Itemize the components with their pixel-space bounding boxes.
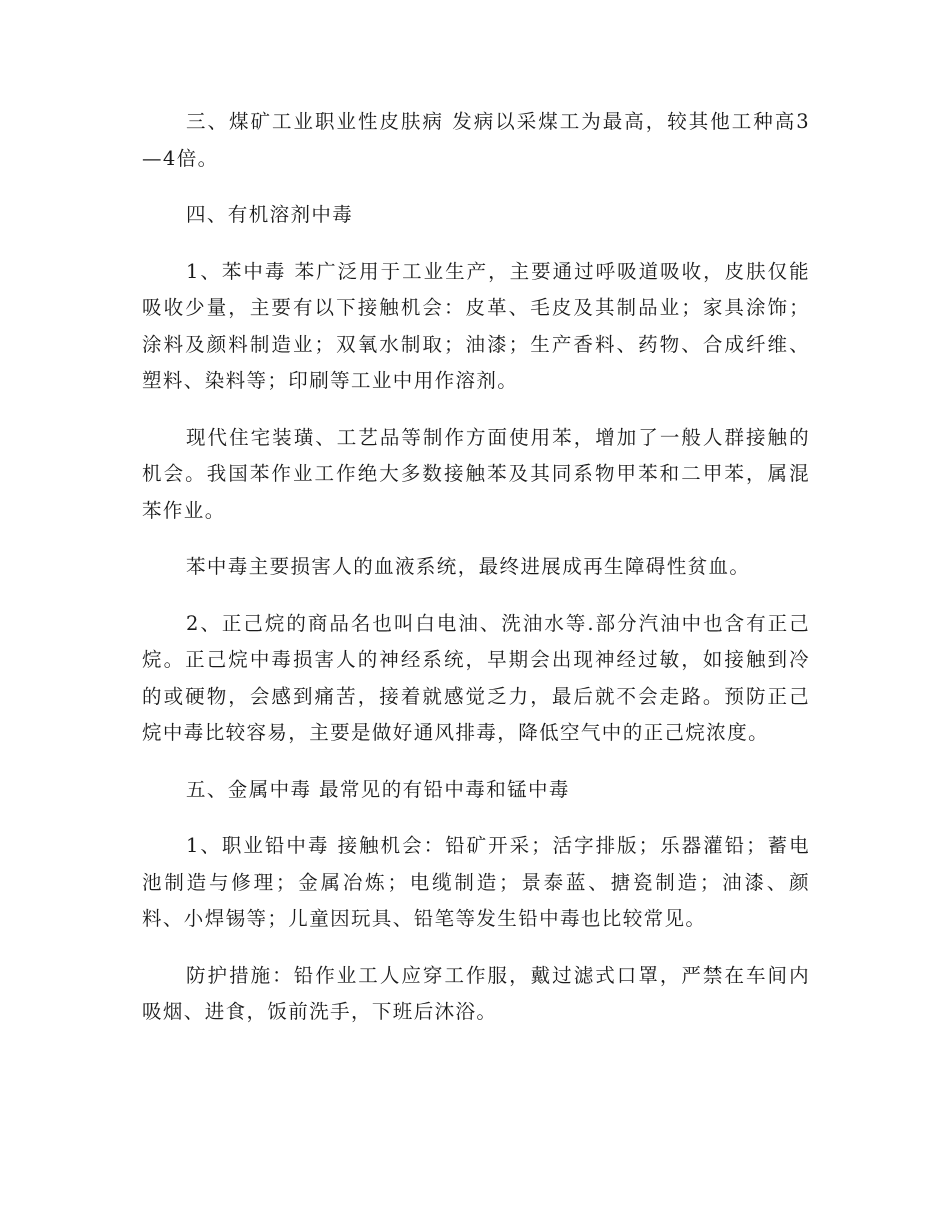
section-heading-metal-poisoning: 五、金属中毒 最常见的有铅中毒和锰中毒 bbox=[186, 777, 570, 801]
paragraph-n-hexane: 2、正己烷的商品名也叫白电油、洗油水等.部分汽油中也含有正己烷。正己烷中毒损害人的神经系统，早期会出现神经过敏，如接触到冷的或硬物，会感到痛苦，接着就感觉乏力，最后就不会走路。预防正己烷中毒比较容易，主要是做好通风排毒，降低空气中的正己烷浓度。 bbox=[142, 611, 810, 744]
paragraph-benzene-poisoning: 1、苯中毒 苯广泛用于工业生产，主要通过呼吸道吸收，皮肤仅能吸收少量，主要有以下接触机会：皮革、毛皮及其制品业；家具涂饰；涂料及颜料制造业；双氧水制取；油漆；生产香料、药物、合成纤维、塑料、染料等；印刷等工业中用作溶剂。 bbox=[142, 259, 810, 392]
paragraph-lead-poisoning: 1、职业铅中毒 接触机会：铅矿开采；活字排版；乐器灌铅；蓄电池制造与修理；金属冶炼；电缆制造；景泰蓝、搪瓷制造；油漆、颜料、小焊锡等；儿童因玩具、铅笔等发生铅中毒也比较常见。 bbox=[142, 834, 810, 930]
paragraph-benzene-damage: 苯中毒主要损害人的血液系统，最终进展成再生障碍性贫血。 bbox=[186, 555, 751, 578]
document-page bbox=[142, 104, 810, 1051]
paragraph-coal-skin-disease: 三、煤矿工业职业性皮肤病 发病以采煤工为最高，较其他工种高3—4倍。 bbox=[142, 110, 810, 170]
section-heading-organic-solvent: 四、有机溶剂中毒 bbox=[186, 203, 354, 226]
paragraph-protective-measures: 防护措施：铅作业工人应穿工作服，戴过滤式口罩，严禁在车间内吸烟、进食，饭前洗手，下班后沐浴。 bbox=[142, 963, 810, 1023]
paragraph-benzene-exposure: 现代住宅装璜、工艺品等制作方面使用苯，增加了一般人群接触的机会。我国苯作业工作绝大多数接触苯及其同系物甲苯和二甲苯，属混苯作业。 bbox=[142, 425, 810, 522]
